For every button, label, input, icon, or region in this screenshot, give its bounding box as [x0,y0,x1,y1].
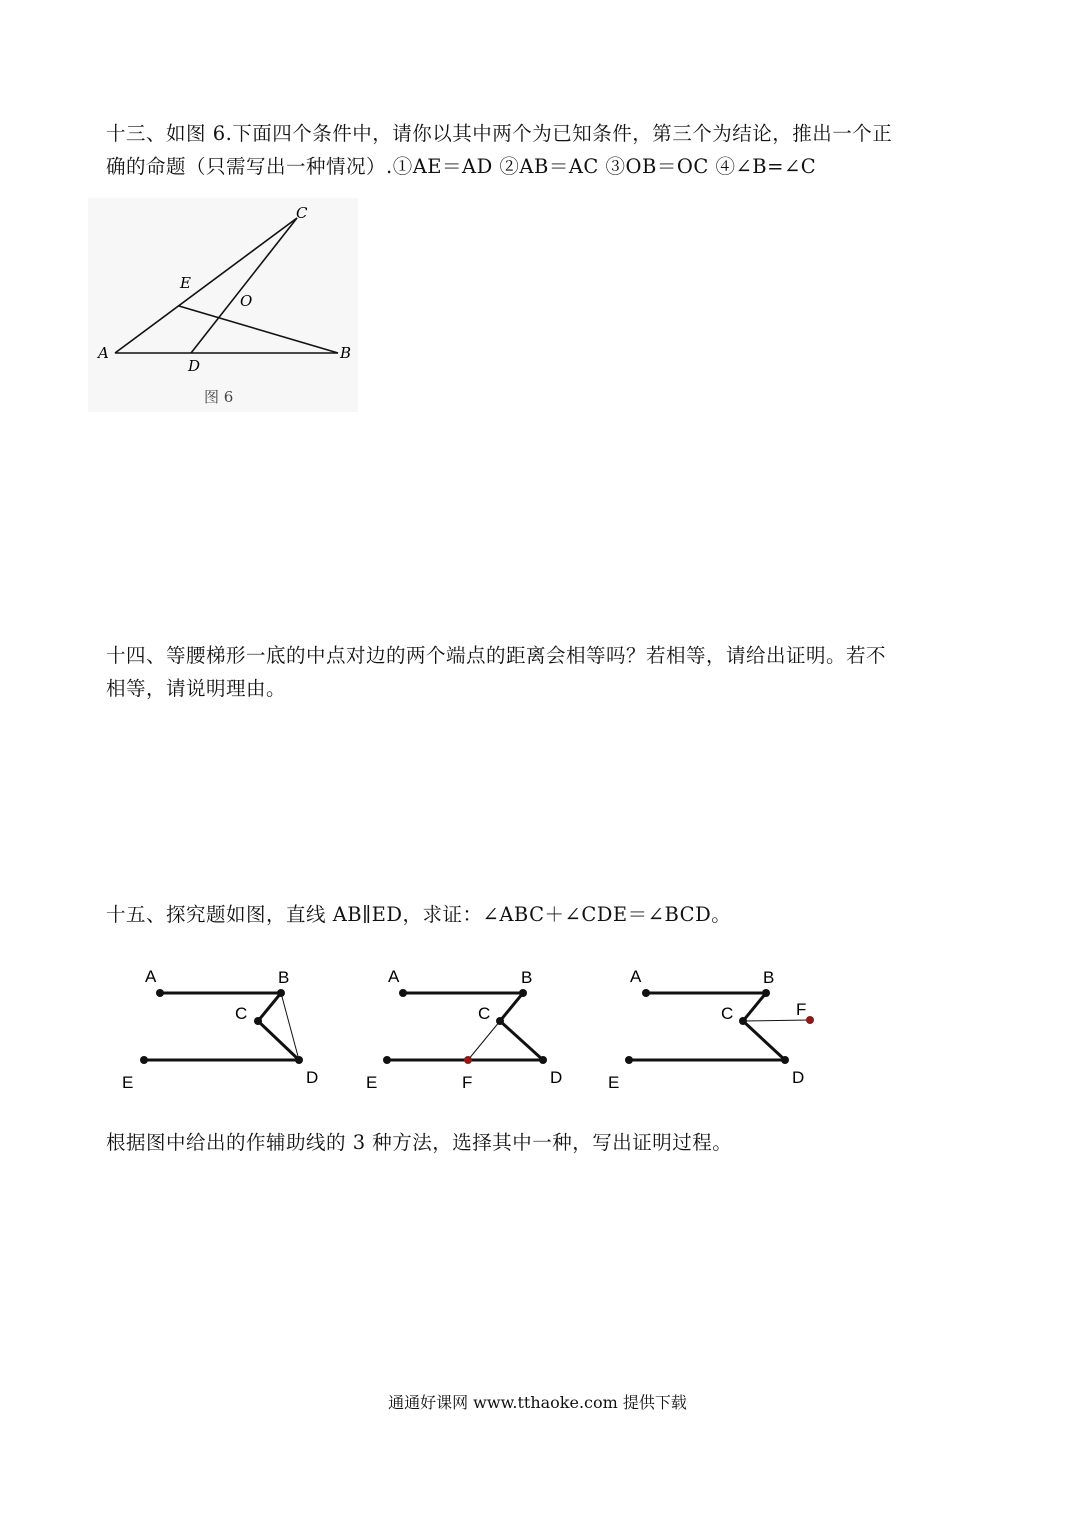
q14-line2: 相等，请说明理由。 [106,677,287,700]
q15-text [106,898,976,931]
label-B: B [340,344,352,362]
label-A: A [98,344,109,362]
q13-line2: 确的命题（只需写出一种情况）.①AE＝AD ②AB＝AC ③OB＝OC ④∠B=∠C [106,155,817,178]
q14-line1: 十四、等腰梯形一底的中点对边的两个端点的距离会相等吗？若相等，请给出证明。若不 [106,644,887,667]
f2-label-F: F [462,1073,473,1092]
q14-text [106,639,976,705]
f2-label-A: A [388,967,400,986]
f1-label-D: D [306,1068,319,1087]
f1-label-B: B [278,968,290,987]
q13-text [106,117,976,183]
q15-line1: 十五、探究题如图，直线 AB∥ED，求证：∠ABC＋∠CDE＝∠BCD。 [106,903,732,926]
q13-line1: 十三、如图 6.下面四个条件中，请你以其中两个为已知条件，第三个为结论，推出一个正 [106,122,893,145]
f2-label-B: B [521,968,533,987]
f3-label-A: A [630,967,642,986]
f2-point-F [464,1056,472,1064]
q15-figure-2 [355,960,575,1095]
f2-label-C: C [478,1004,491,1023]
f3-label-C: C [721,1004,734,1023]
f2-label-D: D [550,1068,563,1087]
label-O: O [240,292,253,310]
f1-label-C: C [235,1004,248,1023]
f3-label-E: E [608,1073,620,1092]
q15-figure-3 [598,960,828,1095]
q15-figure-1 [110,960,330,1095]
figure-6-caption: 图 6 [204,388,234,406]
q15-instruction: 根据图中给出的作辅助线的 3 种方法，选择其中一种，写出证明过程。 [106,1131,733,1154]
label-D: D [188,357,201,375]
footer: 通通好课网 www.tthaoke.com 提供下载 [388,1393,687,1412]
f3-point-F [806,1016,814,1024]
f2-label-E: E [366,1073,378,1092]
figure-6 [88,198,358,412]
label-C: C [296,204,308,222]
figure-6-scan-bg [88,198,358,412]
f3-label-B: B [763,968,775,987]
label-E: E [180,274,191,292]
f3-label-D: D [792,1068,805,1087]
f1-label-E: E [122,1073,134,1092]
f1-label-A: A [145,967,157,986]
f3-label-F: F [796,1000,807,1019]
